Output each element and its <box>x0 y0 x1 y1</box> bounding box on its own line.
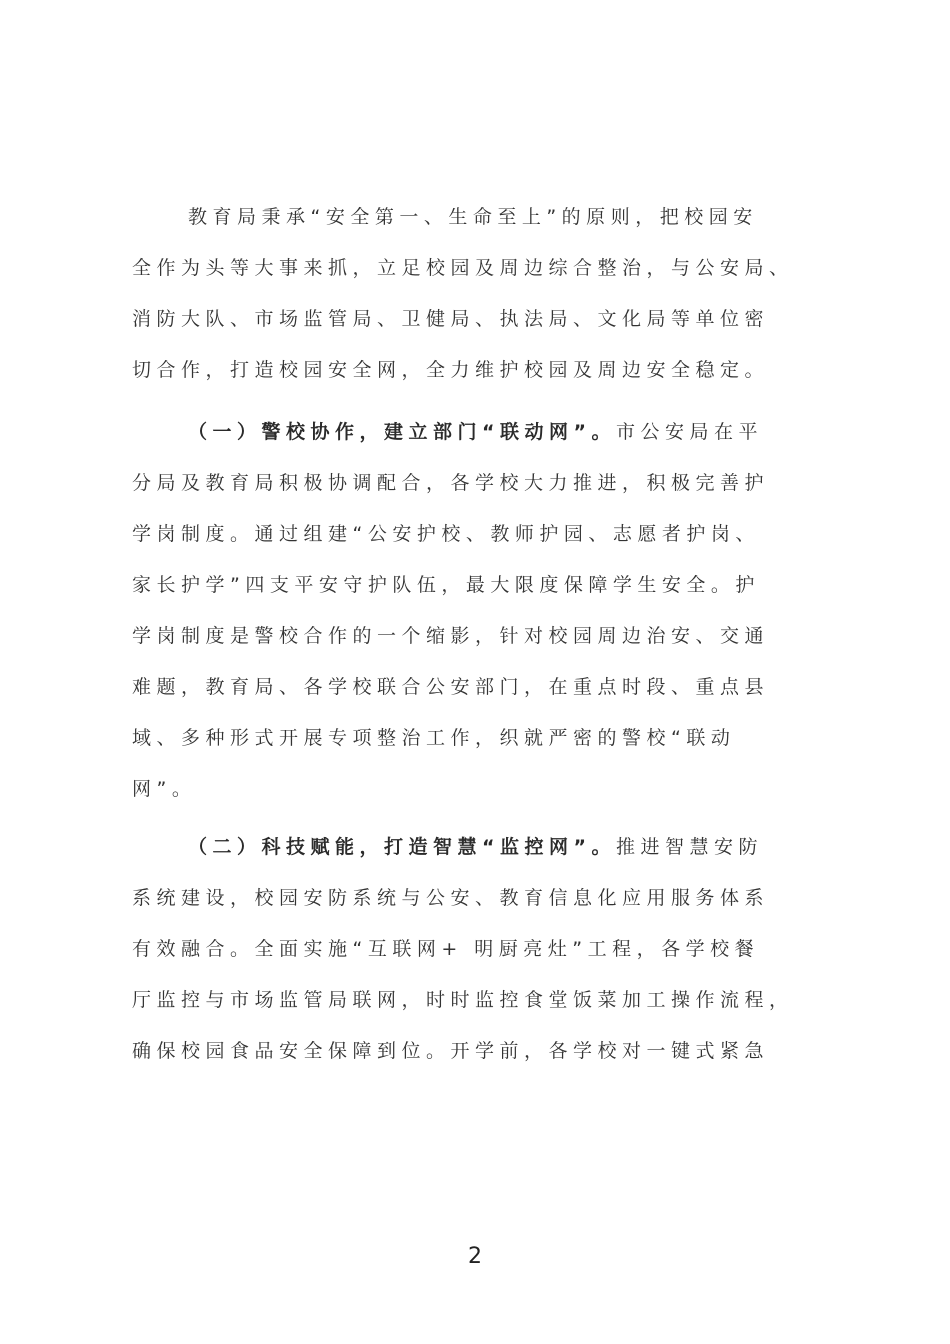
section-heading: （一）警校协作，建立部门“联动网”。 <box>188 421 616 443</box>
paragraph-line: 家长护学”四支平安守护队伍，最大限度保障学生安全。护 <box>132 574 760 596</box>
paragraph-line: 切合作，打造校园安全网，全力维护校园及周边安全稳定。 <box>132 359 770 381</box>
paragraph-text: 市公安局在平 <box>615 421 763 443</box>
paragraph-first-line <box>132 832 852 883</box>
paragraph-line: 系统建设，校园安防系统与公安、教育信息化应用服务体系 <box>132 887 770 909</box>
paragraph-line: 确保校园食品安全保障到位。开学前，各学校对一键式紧急 <box>132 1040 770 1062</box>
intro-paragraph <box>132 202 852 406</box>
paragraph-text: 推进智慧安防 <box>615 836 763 858</box>
paragraph-line: 网”。 <box>132 778 197 800</box>
paragraph-line: 教育局秉承“安全第一、生命至上”的原则，把校园安 <box>188 206 758 228</box>
paragraph-line: 分局及教育局积极协调配合，各学校大力推进，积极完善护 <box>132 472 770 494</box>
paragraph-line: 学岗制度是警校合作的一个缩影，针对校园周边治安、交通 <box>132 625 770 647</box>
paragraph-line: 全作为头等大事来抓，立足校园及周边综合整治，与公安局、 <box>132 257 794 279</box>
paragraph-first-line <box>132 417 852 468</box>
section-one-paragraph <box>132 417 852 825</box>
section-two-paragraph <box>132 832 852 1087</box>
paragraph-line: 学岗制度。通过组建“公安护校、教师护园、志愿者护岗、 <box>132 523 760 545</box>
paragraph-line: 消防大队、市场监管局、卫健局、执法局、文化局等单位密 <box>132 308 770 330</box>
paragraph-line: 厅监控与市场监管局联网，时时监控食堂饭菜加工操作流程， <box>132 989 794 1011</box>
paragraph-line: 域、多种形式开展专项整治工作，织就严密的警校“联动 <box>132 727 736 749</box>
section-heading: （二）科技赋能，打造智慧“监控网”。 <box>188 836 616 858</box>
paragraph-line: 难题，教育局、各学校联合公安部门，在重点时段、重点县 <box>132 676 770 698</box>
paragraph-line: 有效融合。全面实施“互联网+ 明厨亮灶”工程，各学校餐 <box>132 938 760 960</box>
page-number: 2 <box>468 1244 482 1269</box>
